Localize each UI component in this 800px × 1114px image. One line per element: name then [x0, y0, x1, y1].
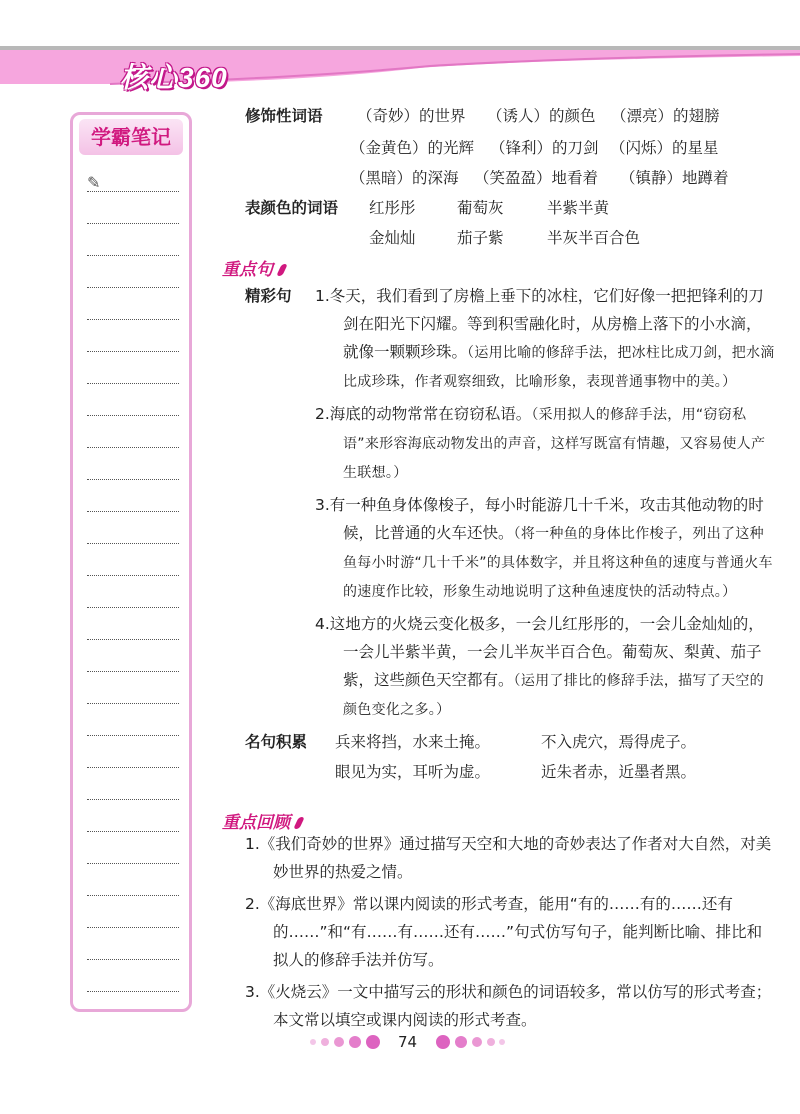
vocab-item: 金灿灿 — [369, 229, 416, 247]
sentence-item: 1.冬天，我们看到了房檐上垂下的冰柱，它们好像一把把锋利的刀剑在阳光下闪耀。等到积雪融化时，从房檐上落下的小水滴，就像一颗颗珍珠。（运用比喻的修辞手法，把冰柱比成刀剑，把水滴比成珍珠，作者观察细致，比喻形象，表现普通事物中的美。） — [315, 287, 775, 390]
note-line — [87, 447, 179, 448]
quote: 兵来将挡，水来土掩。 — [335, 733, 491, 751]
quotes-label: 名句积累 — [245, 733, 308, 751]
note-line — [87, 255, 179, 256]
review-item: 3.《火烧云》一文中描写云的形状和颜色的词语较多，常以仿写的形式考查；本文常以填空或课内阅读的形式考查。 — [245, 983, 772, 1029]
vocab-item: （黑暗）的深海 — [350, 169, 459, 187]
vocab-item: 葡萄灰 — [457, 199, 504, 217]
vocab-item: （奇妙）的世界 — [357, 107, 466, 125]
vocab-item: （漂亮）的翅膀 — [611, 107, 720, 125]
vocab-item: 茄子紫 — [457, 229, 504, 247]
quote: 近朱者赤，近墨者黑。 — [541, 763, 697, 781]
review-heading: 重点回顾 — [222, 808, 302, 833]
vocab-item: （锋利）的刀剑 — [490, 139, 599, 157]
note-line — [87, 671, 179, 672]
sentence-item: 4.这地方的火烧云变化极多，一会儿红彤彤的，一会儿金灿灿的，一会儿半紫半黄，一会儿半灰半百合色。葡萄灰、梨黄、茄子紫，这些颜色天空都有。（运用了排比的修辞手法，描写了天空的颜色变化之多。） — [315, 615, 764, 718]
sentence-item: 3.有一种鱼身体像梭子，每小时能游几十千米，攻击其他动物的时候，比普通的火车还快。（将一种鱼的身体比作梭子，列出了这种鱼每小时游“几十千米”的具体数字，并且将这种鱼的速度与普通火车的速度作比较，形象生动地说明了这种鱼速度快的活动特点。） — [315, 496, 773, 600]
review-item: 1.《我们奇妙的世界》通过描写天空和大地的奇妙表达了作者对大自然，对美妙世界的热爱之情。 — [245, 835, 772, 881]
note-line — [87, 831, 179, 832]
note-line — [87, 863, 179, 864]
vocab-item: （诱人）的颜色 — [487, 107, 596, 125]
note-line — [87, 959, 179, 960]
note-line — [87, 703, 179, 704]
color-label: 表颜色的词语 — [245, 199, 339, 217]
vocab-item: 红彤彤 — [369, 199, 416, 217]
brand-logo: 核心360 — [120, 62, 228, 93]
note-line — [87, 991, 179, 992]
note-line — [87, 607, 179, 608]
note-line — [87, 319, 179, 320]
main-content — [245, 100, 775, 252]
note-line — [87, 575, 179, 576]
notes-panel — [70, 112, 192, 1012]
note-line — [87, 767, 179, 768]
vocab-item: （笑盈盈）地看着 — [474, 169, 599, 187]
modifier-label: 修饰性词语 — [245, 107, 323, 125]
note-line — [87, 639, 179, 640]
sentence-item: 2.海底的动物常常在窃窃私语。（采用拟人的修辞手法，用“窃窃私语”来形容海底动物发出的声音，这样写既富有情趣，又容易使人产生联想。） — [315, 405, 766, 481]
pencil-icon: ✎ — [87, 173, 101, 192]
highlight-label: 精彩句 — [245, 287, 292, 305]
note-line — [87, 383, 179, 384]
note-line — [87, 351, 179, 352]
note-line — [87, 287, 179, 288]
vocab-item: 半灰半百合色 — [547, 229, 641, 247]
key-sentences-heading: 重点句 — [222, 255, 285, 280]
note-line — [87, 895, 179, 896]
note-line — [87, 415, 179, 416]
review-item: 2.《海底世界》常以课内阅读的形式考查，能用“有的……有的……还有的……”和“有……有……还有……”句式仿写句子，能判断比喻、排比和拟人的修辞手法并仿写。 — [245, 895, 763, 969]
key-sentences — [245, 282, 775, 788]
note-line — [87, 223, 179, 224]
page-number: 74 — [398, 1033, 418, 1051]
note-line — [87, 511, 179, 512]
note-line — [87, 735, 179, 736]
vocab-item: 半紫半黄 — [547, 199, 610, 217]
note-line — [87, 479, 179, 480]
note-line — [87, 927, 179, 928]
note-line — [87, 543, 179, 544]
review-list — [245, 830, 775, 1034]
vocab-item: （闪烁）的星星 — [610, 139, 719, 157]
quote: 眼见为实，耳听为虚。 — [335, 763, 491, 781]
vocab-item: （镇静）地蹲着 — [620, 169, 729, 187]
notes-title: 学霸笔记 — [79, 119, 183, 155]
quote: 不入虎穴，焉得虎子。 — [541, 733, 697, 751]
note-line — [87, 191, 179, 192]
vocab-item: （金黄色）的光辉 — [350, 139, 475, 157]
note-line — [87, 799, 179, 800]
